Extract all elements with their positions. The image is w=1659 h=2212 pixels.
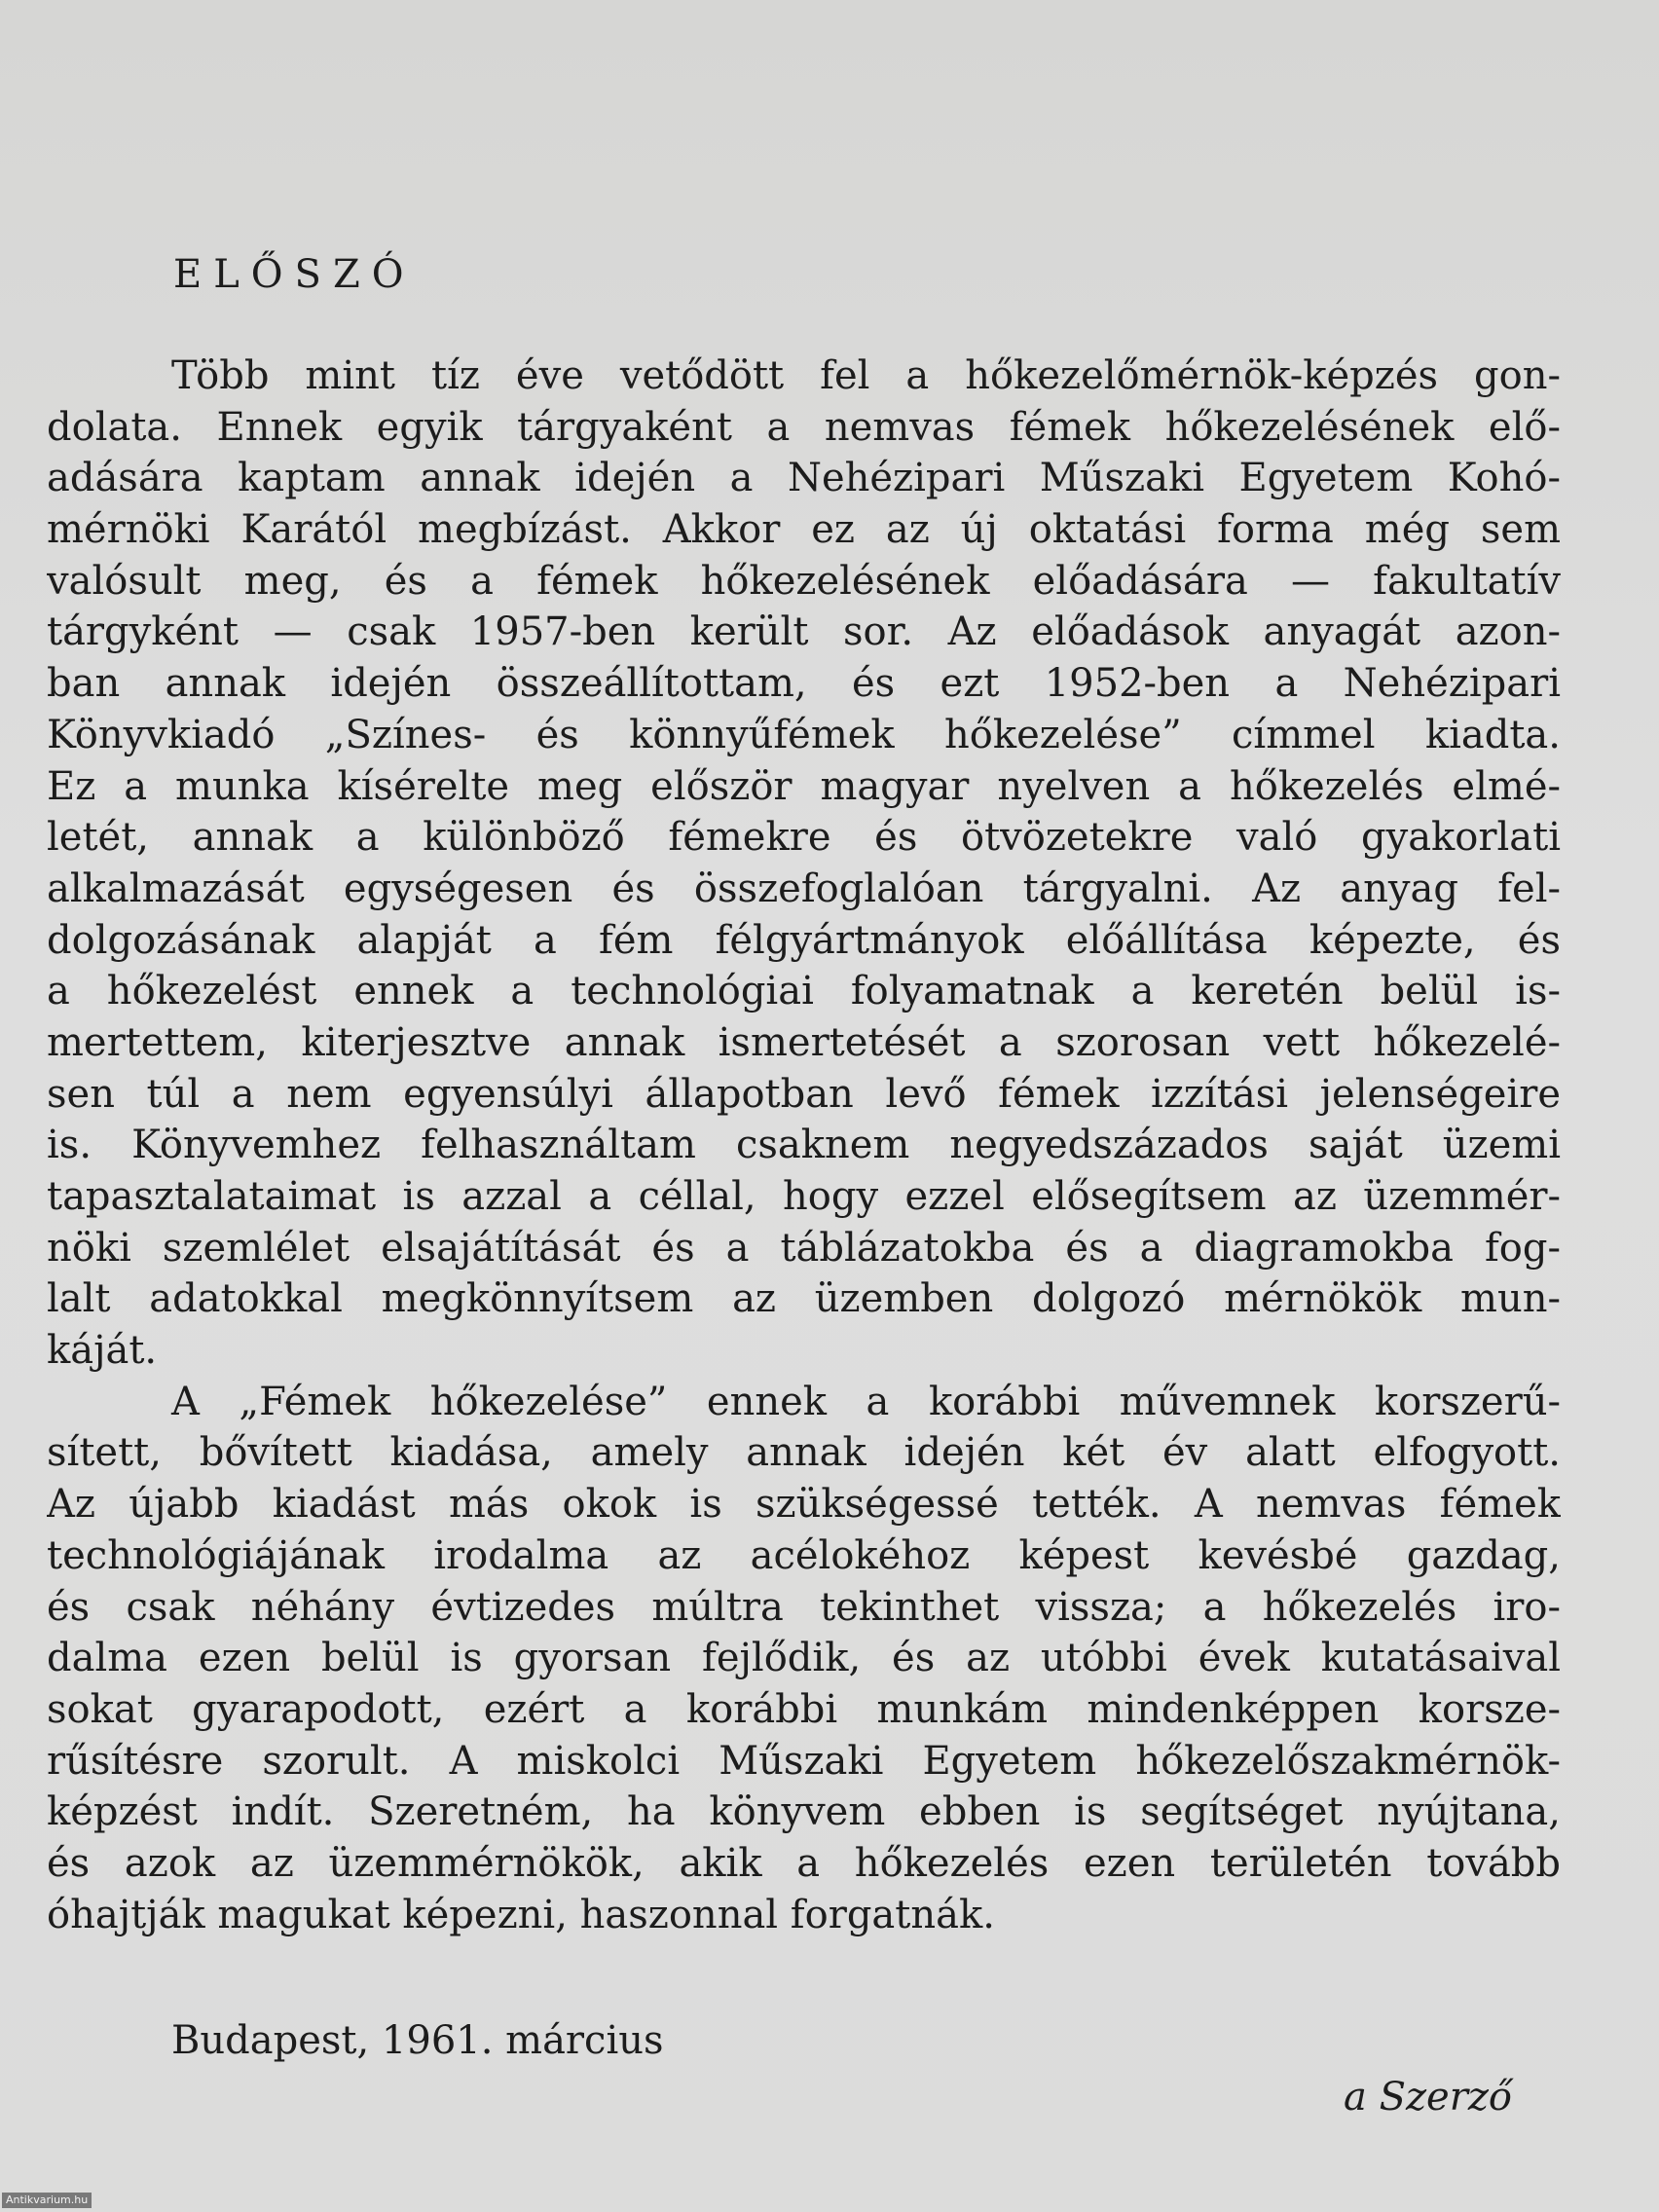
text-line: dolata. Ennek egyik tárgyaként a nemvas fémek hőkezelésének elő- — [47, 404, 1561, 450]
text-line: Ez a munka kísérelte meg először magyar nyelven a hőkezelés elmé- — [47, 763, 1561, 809]
author-signature: a Szerző — [1344, 2075, 1512, 2120]
text-line: lalt adatokkal megkönnyítsem az üzemben dolgozó mérnökök mun- — [47, 1276, 1561, 1322]
text-line: Könyvkiadó „Színes- és könnyűfémek hőkezelése” címmel kiadta. — [47, 712, 1561, 757]
text-line: valósult meg, és a fémek hőkezelésének előadására — fakultatív — [47, 558, 1561, 604]
text-line: is. Könyvemhez felhasználtam csaknem negyedszázados saját üzemi — [47, 1123, 1561, 1168]
text-line: óhajtják magukat képezni, haszonnal forgatnák. — [47, 1892, 995, 1937]
text-line: a hőkezelést ennek a technológiai folyamatnak a keretén belül is- — [47, 969, 1561, 1014]
text-line: mérnöki Karától megbízást. Akkor ez az új oktatási forma még sem — [47, 507, 1561, 553]
text-line: technológiájának irodalma az acélokéhoz képest kevésbé gazdag, — [47, 1532, 1561, 1578]
text-line: A „Fémek hőkezelése” ennek a korábbi művemnek korszerű- — [171, 1379, 1561, 1424]
text-line: Az újabb kiadást más okok is szükségessé tették. A nemvas fémek — [47, 1482, 1561, 1528]
text-line: mertettem, kiterjesztve annak ismertetését a szorosan vett hőkezelé- — [47, 1019, 1561, 1065]
text-line: tapasztalataimat is azzal a céllal, hogy ezzel elősegítsem az üzemmér- — [47, 1174, 1561, 1219]
text-line: Több mint tíz éve vetődött fel a hőkezelőmérnök-képzés gon- — [171, 353, 1561, 398]
place-and-date: Budapest, 1961. március — [171, 2018, 664, 2063]
text-line: sített, bővített kiadása, amely annak idején két év alatt elfogyott. — [47, 1430, 1561, 1476]
text-line: sokat gyarapodott, ezért a korábbi munkám mindenképpen korsze- — [47, 1686, 1561, 1732]
text-line: alkalmazását egységesen és összefoglalóan tárgyalni. Az anyag fel- — [47, 866, 1561, 911]
text-line: adására kaptam annak idején a Nehézipari Műszaki Egyetem Kohó- — [47, 456, 1561, 501]
text-line: sen túl a nem egyensúlyi állapotban levő fémek izzítási jelenségeire — [47, 1071, 1561, 1117]
text-line: letét, annak a különböző fémekre és ötvözetekre való gyakorlati — [47, 815, 1561, 861]
text-line: káját. — [47, 1328, 158, 1374]
watermark: Antikvarium.hu — [2, 2193, 92, 2208]
text-line: tárgyként — csak 1957-ben került sor. Az előadások anyagát azon- — [47, 609, 1561, 655]
text-line: rűsítésre szorult. A miskolci Műszaki Egyetem hőkezelőszakmérnök- — [47, 1738, 1561, 1784]
text-line: ban annak idején összeállítottam, és ezt 1952-ben a Nehézipari — [47, 661, 1561, 707]
preface-heading: ELŐSZÓ — [173, 252, 416, 297]
text-line: képzést indít. Szeretném, ha könyvem ebben is segítséget nyújtana, — [47, 1789, 1561, 1835]
text-line: és azok az üzemmérnökök, akik a hőkezelés ezen területén tovább — [47, 1840, 1561, 1886]
preface-body — [47, 350, 1561, 1940]
text-line: dolgozásának alapját a fém félgyártmányok előállítása képezte, és — [47, 917, 1561, 963]
text-line: dalma ezen belül is gyorsan fejlődik, és az utóbbi évek kutatásaival — [47, 1636, 1561, 1681]
text-line: nöki szemlélet elsajátítását és a táblázatokba és a diagramokba fog- — [47, 1225, 1561, 1271]
text-line: és csak néhány évtizedes múltra tekinthet vissza; a hőkezelés iro- — [47, 1584, 1561, 1630]
